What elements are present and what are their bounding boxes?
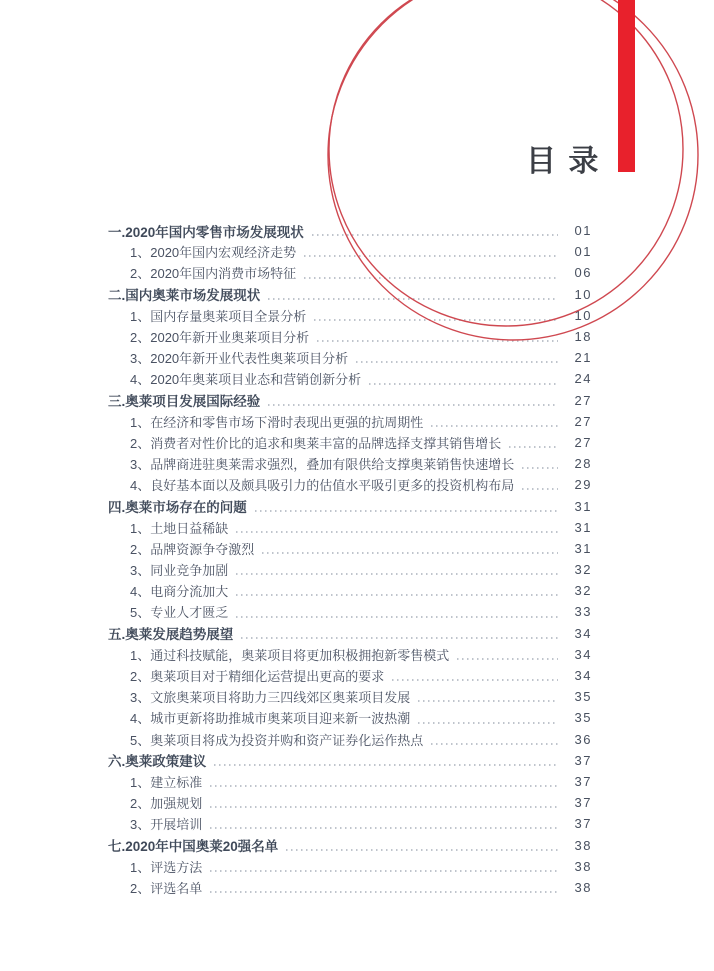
toc-item-label: 3、品牌商进驻奥莱需求强烈，叠加有限供给支撑奥莱销售快速增长 — [130, 457, 515, 473]
toc-page-number: 27 — [574, 434, 592, 450]
toc-section-row — [108, 750, 592, 771]
toc-item-label: 六.奥莱政策建议 — [108, 754, 207, 770]
toc-subitem-row — [108, 665, 592, 686]
toc-item-label: 1、通过科技赋能，奥莱项目将更加积极拥抱新零售模式 — [130, 647, 450, 663]
toc-subitem-row — [108, 411, 592, 432]
toc-subitem-row — [108, 347, 592, 368]
toc-item-label: 4、城市更新将助推城市奥莱项目迎来新一波热潮 — [130, 711, 411, 727]
toc-page-number: 01 — [574, 223, 592, 239]
red-accent-bar — [618, 0, 635, 172]
toc-page-number: 37 — [574, 816, 592, 832]
toc-subitem-row — [108, 368, 592, 389]
toc-page-number: 32 — [574, 583, 592, 599]
dot-leader — [522, 467, 558, 469]
toc-page-number: 10 — [574, 307, 592, 323]
dot-leader — [431, 743, 558, 745]
toc-subitem-row — [108, 644, 592, 665]
toc-page-number: 34 — [574, 646, 592, 662]
toc-page-number: 27 — [574, 413, 592, 429]
toc-item-label: 三.奥莱项目发展国际经验 — [108, 394, 261, 410]
dot-leader — [210, 891, 558, 893]
dot-leader — [522, 488, 558, 490]
dot-leader — [262, 552, 558, 554]
toc-page-number: 33 — [574, 604, 592, 620]
toc-item-label: 5、奥莱项目将成为投资并购和资产证券化运作热点 — [130, 732, 424, 748]
dot-leader — [236, 573, 558, 575]
dot-leader — [457, 658, 558, 660]
toc-subitem-row — [108, 856, 592, 877]
toc-subitem-row — [108, 241, 592, 262]
dot-leader — [314, 319, 558, 321]
toc-subitem-row — [108, 517, 592, 538]
toc-page-number: 10 — [574, 286, 592, 302]
toc-item-label: 1、国内存量奥莱项目全景分析 — [130, 308, 307, 324]
toc-list — [108, 220, 592, 898]
toc-item-label: 一.2020年国内零售市场发展现状 — [108, 224, 304, 240]
toc-page-number: 01 — [574, 244, 592, 260]
toc-item-label: 3、2020年新开业代表性奥莱项目分析 — [130, 351, 349, 367]
toc-page-number: 37 — [574, 752, 592, 768]
dot-leader — [392, 679, 558, 681]
toc-page-number: 24 — [574, 371, 592, 387]
toc-section-row — [108, 834, 592, 855]
toc-item-label: 2、评选名单 — [130, 880, 203, 896]
toc-page-number: 18 — [574, 329, 592, 345]
dot-leader — [210, 806, 558, 808]
toc-page-number: 31 — [574, 540, 592, 556]
toc-page-number: 31 — [574, 519, 592, 535]
toc-subitem-row — [108, 729, 592, 750]
dot-leader — [312, 234, 558, 236]
toc-section-row — [108, 390, 592, 411]
toc-page-number: 28 — [574, 456, 592, 472]
toc-item-label: 1、在经济和零售市场下滑时表现出更强的抗周期性 — [130, 414, 424, 430]
toc-subitem-row — [108, 601, 592, 622]
toc-item-label: 3、同业竞争加剧 — [130, 563, 229, 579]
dot-leader — [210, 870, 558, 872]
toc-subitem-row — [108, 474, 592, 495]
toc-section-row — [108, 220, 592, 241]
dot-leader — [304, 277, 558, 279]
toc-subitem-row — [108, 262, 592, 283]
toc-subitem-row — [108, 538, 592, 559]
dot-leader — [236, 531, 558, 533]
toc-page-number: 32 — [574, 562, 592, 578]
dot-leader — [268, 298, 558, 300]
toc-page-number: 37 — [574, 773, 592, 789]
toc-subitem-row — [108, 792, 592, 813]
toc-item-label: 2、加强规划 — [130, 796, 203, 812]
toc-item-label: 四.奥莱市场存在的问题 — [108, 500, 247, 516]
dot-leader — [214, 764, 558, 766]
dot-leader — [241, 637, 558, 639]
toc-item-label: 二.国内奥莱市场发展现状 — [108, 288, 261, 304]
toc-subitem-row — [108, 432, 592, 453]
toc-item-label: 4、电商分流加大 — [130, 584, 229, 600]
toc-page-number: 21 — [574, 350, 592, 366]
dot-leader — [210, 827, 558, 829]
dot-leader — [210, 785, 558, 787]
toc-page-number: 38 — [574, 879, 592, 895]
toc-page-number: 34 — [574, 625, 592, 641]
toc-item-label: 3、文旅奥莱项目将助力三四线郊区奥莱项目发展 — [130, 690, 411, 706]
toc-page-number: 38 — [574, 858, 592, 874]
dot-leader — [317, 340, 558, 342]
toc-subitem-row — [108, 305, 592, 326]
toc-item-label: 1、土地日益稀缺 — [130, 520, 229, 536]
toc-item-label: 2、品牌资源争夺激烈 — [130, 541, 255, 557]
toc-item-label: 2、消费者对性价比的追求和奥莱丰富的品牌选择支撑其销售增长 — [130, 435, 502, 451]
toc-item-label: 2、2020年新开业奥莱项目分析 — [130, 330, 310, 346]
toc-subitem-row — [108, 580, 592, 601]
toc-item-label: 五.奥莱发展趋势展望 — [108, 627, 234, 643]
toc-item-label: 4、良好基本面以及颇具吸引力的估值水平吸引更多的投资机构布局 — [130, 478, 515, 494]
toc-subitem-row — [108, 877, 592, 898]
dot-leader — [418, 700, 558, 702]
toc-subitem-row — [108, 686, 592, 707]
dot-leader — [268, 404, 558, 406]
toc-page-number: 06 — [574, 265, 592, 281]
toc-page-number: 34 — [574, 668, 592, 684]
dot-leader — [286, 849, 558, 851]
toc-page-number: 29 — [574, 477, 592, 493]
toc-subitem-row — [108, 771, 592, 792]
toc-item-label: 1、2020年国内宏观经济走势 — [130, 245, 297, 261]
toc-subitem-row — [108, 453, 592, 474]
toc-subitem-row — [108, 559, 592, 580]
dot-leader — [356, 361, 558, 363]
dot-leader — [431, 425, 558, 427]
toc-page-number: 36 — [574, 731, 592, 747]
toc-section-row — [108, 495, 592, 516]
toc-page-number: 35 — [574, 710, 592, 726]
page-title: 目 录 — [526, 145, 601, 178]
dot-leader — [236, 594, 558, 596]
toc-page-number: 27 — [574, 392, 592, 408]
toc-item-label: 3、开展培训 — [130, 817, 203, 833]
dot-leader — [255, 510, 558, 512]
toc-item-label: 4、2020年奥莱项目业态和营销创新分析 — [130, 372, 362, 388]
toc-item-label: 七.2020年中国奥莱20强名单 — [108, 839, 279, 855]
toc-section-row — [108, 284, 592, 305]
toc-item-label: 5、专业人才匮乏 — [130, 605, 229, 621]
toc-item-label: 1、建立标准 — [130, 774, 203, 790]
toc-page-number: 35 — [574, 689, 592, 705]
dot-leader — [236, 616, 558, 618]
toc-subitem-row — [108, 326, 592, 347]
toc-item-label: 2、奥莱项目对于精细化运营提出更高的要求 — [130, 669, 385, 685]
dot-leader — [509, 446, 558, 448]
dot-leader — [369, 383, 558, 385]
toc-page-number: 31 — [574, 498, 592, 514]
toc-section-row — [108, 623, 592, 644]
toc-subitem-row — [108, 813, 592, 834]
toc-subitem-row — [108, 707, 592, 728]
dot-leader — [418, 722, 558, 724]
toc-page-number: 37 — [574, 795, 592, 811]
toc-item-label: 2、2020年国内消费市场特征 — [130, 266, 297, 282]
toc-item-label: 1、评选方法 — [130, 859, 203, 875]
dot-leader — [304, 255, 558, 257]
toc-page-number: 38 — [574, 837, 592, 853]
